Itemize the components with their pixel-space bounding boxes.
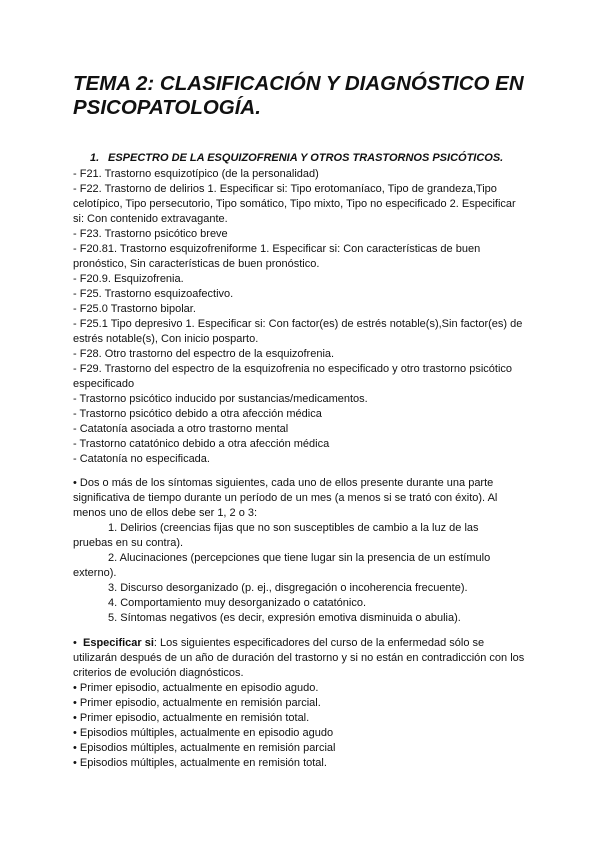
- specifiers-intro-line: [73, 636, 543, 651]
- disorder-line: si: Con contenido extravagante.: [73, 213, 228, 225]
- section-heading-text: ESPECTRO DE LA ESQUIZOFRENIA Y OTROS TRASTORNOS PSICÓTICOS.: [108, 152, 504, 164]
- disorder-line: - F20.81. Trastorno esquizofreniforme 1. Especificar si: Con características de buen: [73, 243, 481, 255]
- disorder-line: - F21. Trastorno esquizotípico (de la personalidad): [73, 168, 319, 180]
- specifiers-intro-text: : Los siguientes especificadores del curso de la enfermedad sólo se: [153, 637, 485, 649]
- specifiers-label: Especificar si: [82, 637, 154, 649]
- disorder-line: - F25.0 Trastorno bipolar.: [73, 303, 196, 315]
- criteria-item-continuation: externo).: [73, 567, 117, 579]
- criteria-item: 4. Comportamiento muy desorganizado o catatónico.: [108, 597, 367, 609]
- disorder-line: - F25.1 Tipo depresivo 1. Especificar si: Con factor(es) de estrés notable(s),Sin factor(es) de: [73, 318, 523, 330]
- disorder-line: - F20.9. Esquizofrenia.: [73, 273, 184, 285]
- diagnostic-criteria: [73, 476, 543, 626]
- specifiers-intro-line: criterios de evolución diagnósticos.: [73, 667, 244, 679]
- disorder-line: celotípico, Tipo persecutorio, Tipo somático, Tipo mixto, Tipo no especificado 2. Especificar: [73, 198, 516, 210]
- disorder-line: - Trastorno psicótico inducido por sustancias/medicamentos.: [73, 393, 368, 405]
- disorder-line: - Trastorno catatónico debido a otra afección médica: [73, 438, 330, 450]
- disorder-line: - F29. Trastorno del espectro de la esquizofrenia no especificado y otro trastorno psicótico: [73, 363, 513, 375]
- specifier-option: • Episodios múltiples, actualmente en remisión total.: [73, 757, 327, 769]
- disorder-line: - F25. Trastorno esquizoafectivo.: [73, 288, 234, 300]
- specifiers-intro-line: utilizarán después de un año de duración del trastorno y si no están en contradicción con los: [73, 652, 525, 664]
- criteria-item: 3. Discurso desorganizado (p. ej., disgregación o incoherencia frecuente).: [108, 582, 468, 594]
- disorder-line: - F22. Trastorno de delirios 1. Especificar si: Tipo erotomaníaco, Tipo de grandeza,Tipo: [73, 183, 497, 195]
- disorder-line: - Catatonía no especificada.: [73, 453, 210, 465]
- specifier-option: • Primer episodio, actualmente en episodio agudo.: [73, 682, 319, 694]
- specifiers-section: [73, 636, 543, 771]
- criteria-item: 2. Alucinaciones (percepciones que tiene lugar sin la presencia de un estímulo: [108, 552, 491, 564]
- specifier-option: • Episodios múltiples, actualmente en remisión parcial: [73, 742, 336, 754]
- section-number: 1.: [90, 152, 100, 164]
- disorder-line: estrés notable(s), Con inicio posparto.: [73, 333, 259, 345]
- specifier-option: • Episodios múltiples, actualmente en episodio agudo: [73, 727, 334, 739]
- bullet: •: [73, 637, 77, 649]
- specifier-option: • Primer episodio, actualmente en remisión parcial.: [73, 697, 321, 709]
- title-line-1: TEMA 2: CLASIFICACIÓN Y DIAGNÓSTICO EN: [73, 72, 524, 95]
- section-heading: [90, 152, 503, 165]
- disorder-line: especificado: [73, 378, 135, 390]
- criteria-item-continuation: pruebas en su contra).: [73, 537, 184, 549]
- criteria-intro-line: significativa de tiempo durante un período de un mes (a menos si se trató con éxito). Al: [73, 492, 498, 504]
- disorder-line: - Catatonía asociada a otro trastorno mental: [73, 423, 289, 435]
- criteria-intro-line: • Dos o más de los síntomas siguientes, cada uno de ellos presente durante una parte: [73, 477, 494, 489]
- criteria-item: 1. Delirios (creencias fijas que no son susceptibles de cambio a la luz de las: [108, 522, 479, 534]
- criteria-item: 5. Síntomas negativos (es decir, expresión emotiva disminuida o abulia).: [108, 612, 461, 624]
- disorder-line: - F23. Trastorno psicótico breve: [73, 228, 228, 240]
- criteria-intro-line: menos uno de ellos debe ser 1, 2 o 3:: [73, 507, 258, 519]
- specifier-option: • Primer episodio, actualmente en remisión total.: [73, 712, 310, 724]
- disorder-list: [73, 167, 543, 467]
- title-line-2: PSICOPATOLOGÍA.: [73, 96, 261, 119]
- disorder-line: - Trastorno psicótico debido a otra afección médica: [73, 408, 322, 420]
- disorder-line: - F28. Otro trastorno del espectro de la esquizofrenia.: [73, 348, 335, 360]
- document-title: [73, 72, 543, 120]
- disorder-line: pronóstico, Sin características de buen pronóstico.: [73, 258, 320, 270]
